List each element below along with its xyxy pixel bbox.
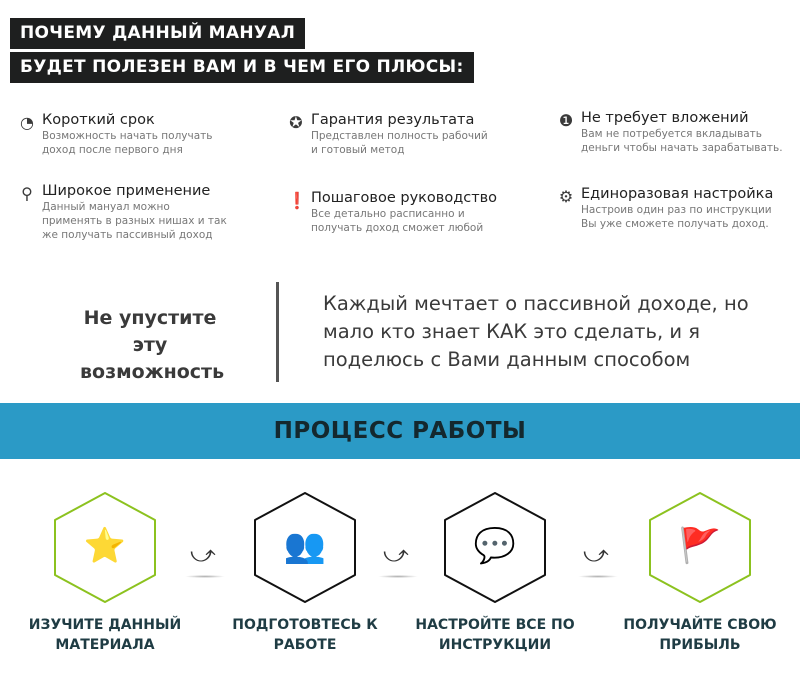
step-label: ИЗУЧИТЕ ДАННЫЙ МАТЕРИАЛА <box>28 617 182 653</box>
arrow-icon: ⤻ <box>383 540 409 568</box>
arrow-shadow <box>185 575 225 578</box>
hexagon-frame <box>646 490 754 605</box>
process-step <box>215 490 395 655</box>
hexagon-frame <box>51 490 159 605</box>
feature-no-investment <box>557 110 797 155</box>
feature-title: Гарантия результата <box>311 112 475 128</box>
divider <box>276 282 279 382</box>
money-icon: ❶ <box>558 111 574 130</box>
arrow-shadow <box>578 575 618 578</box>
process-step <box>405 490 585 655</box>
gear-icon: ⚙ <box>558 187 574 206</box>
chat-icon: 💬 <box>473 526 517 566</box>
arrow-shadow <box>378 575 418 578</box>
feature-title: Широкое применение <box>42 183 211 199</box>
process-step <box>15 490 195 655</box>
feature-desc: Данный мануал можно применять в разных нишах и так же получать пассивный доход <box>42 201 227 241</box>
step-label: ПОДГОТОВТЕСЬ К РАБОТЕ <box>232 617 378 653</box>
feature-title: Короткий срок <box>42 112 155 128</box>
users-icon: 👥 <box>283 526 327 566</box>
quote-left: Не упустите эту возможность <box>80 307 225 383</box>
feature-guarantee <box>287 112 527 157</box>
star-icon: ⭐ <box>83 526 127 566</box>
hexagon-frame <box>251 490 359 605</box>
feature-title: Пошаговое руководство <box>311 190 498 206</box>
step-label: ПОЛУЧАЙТЕ СВОЮ ПРИБЫЛЬ <box>623 617 777 653</box>
medal-icon: ✪ <box>289 113 303 132</box>
hexagon-frame <box>441 490 549 605</box>
feature-title: Не требует вложений <box>581 110 749 126</box>
header-line-1: ПОЧЕМУ ДАННЫЙ МАНУАЛ <box>10 18 305 49</box>
feature-desc: Возможность начать получать доход после первого дня <box>42 130 213 156</box>
feature-desc: Представлен полность рабочий и готовый метод <box>311 130 488 156</box>
process-step <box>610 490 790 655</box>
feature-desc: Все детально расписанно и получать доход сможет любой <box>311 208 484 234</box>
feature-step-guide <box>287 190 527 235</box>
feature-wide-use <box>18 183 258 242</box>
feature-desc: Вам не потребуется вкладывать деньги чтобы начать зарабатывать. <box>581 128 783 154</box>
quote-right: Каждый мечтает о пассивной доходе, но мало кто знает КАК это сделать, и я поделюсь с Вами данным способом <box>323 292 749 371</box>
arrow-icon: ⤻ <box>583 540 609 568</box>
process-banner: ПРОЦЕСС РАБОТЫ <box>0 403 800 459</box>
feature-desc: Настроив один раз по инструкции Вы уже сможете получать доход. <box>581 204 772 230</box>
feature-short-term <box>18 112 258 157</box>
flag-icon: 🚩 <box>678 526 722 566</box>
arrow-icon: ⤻ <box>190 540 216 568</box>
header-line-2: БУДЕТ ПОЛЕЗЕН ВАМ И В ЧЕМ ЕГО ПЛЮСЫ: <box>10 52 474 83</box>
step-label: НАСТРОЙТЕ ВСЕ ПО ИНСТРУКЦИИ <box>415 617 575 653</box>
feature-one-time-setup <box>557 186 797 231</box>
exclamation-icon: ❗ <box>287 191 307 210</box>
feature-title: Единоразовая настройка <box>581 186 774 202</box>
clock-icon: ◔ <box>20 113 34 132</box>
tie-icon: ⚲ <box>21 184 33 203</box>
